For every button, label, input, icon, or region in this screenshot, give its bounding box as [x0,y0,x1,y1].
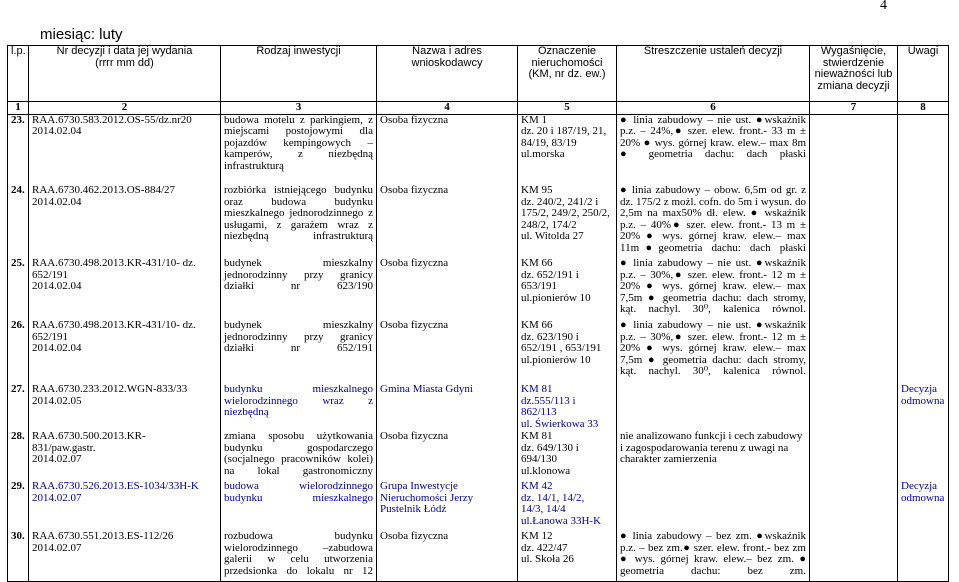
decision-summary: ● linia zabudowy – nie ust. ●wskaźnik p.z. – 30%,● szer. elew. front.- 12 m ± 20% ● wys. górnej kraw. elew.– max 7,5m ● geometria dachu: dach stromy, kąt. nachyl. 30⁰, kalenica równol. [617,258,810,320]
notes: Decyzja odmowna [898,481,949,531]
decision-summary: ● linia zabudowy – obow. 6,5m od gr. z dz. 175/2 z możl. cofn. do 5m i wysun. do 2,5m na max50% dł. elew. ● wskaźnik p.z. – 40%● szer. elew. front.- 13 m ± 20% ● wys. górnej kraw. elew.– max 11m●geometria dachu: dach płaski [617,185,810,258]
property-designation: KM 66 dz. 652/191 i 653/191 ul.pionierów 10 [518,258,617,320]
applicant: Osoba fizyczna [377,431,518,481]
notes: Decyzja odmowna [898,384,949,431]
decision-summary [617,384,810,431]
header-property: Oznaczenie nieruchomości (KM, nr dz. ew.) [518,46,617,102]
expiry-change [810,114,898,185]
column-number: 3 [221,102,377,115]
property-designation: KM 42 dz. 14/1, 14/2, 14/3, 14/4 ul.Łanowa 33H-K [518,481,617,531]
decision-summary: ● linia zabudowy – bez zm. ●wskaźnik p.z. – bez zm.● szer. elew. front.- bez zm ● wys. górnej kraw. elew.– bez zm. ● geometria dachu: bez zm. [617,531,810,581]
header-row [8,46,949,102]
expiry-change [810,185,898,258]
investment-type: budowa wielorodzinnego budynku mieszkalnego [221,481,377,531]
column-number: 1 [8,102,29,115]
expiry-change [810,384,898,431]
property-designation: KM 81 dz.555/113 i 862/113 ul. Świerkowa 33 [518,384,617,431]
expiry-change [810,481,898,531]
decision-summary [617,481,810,531]
investment-type: zmiana sposobu użytkowania budynku gospodarczego (socjalnego pracowników kolei) na lokal gastronomiczny [221,431,377,481]
month-label: miesiąc: luty [40,26,123,43]
investment-type: budynku mieszkalnego wielorodzinnego wraz z niezbędną [221,384,377,431]
table-row [8,258,949,320]
notes [898,320,949,384]
decisions-table [7,45,949,582]
applicant: Osoba fizyczna [377,258,518,320]
investment-type: budynek mieszkalny jednorodzinny przy granicy działki nr 623/190 [221,258,377,320]
column-number: 4 [377,102,518,115]
applicant: Osoba fizyczna [377,531,518,581]
decision-number: RAA.6730.498.2013.KR-431/10- dz. 652/191 2014.02.04 [29,320,221,384]
column-number: 8 [898,102,949,115]
applicant: Grupa Inwestycje Nieruchomości Jerzy Pustelnik Łódź [377,481,518,531]
table-row [8,531,949,581]
notes [898,531,949,581]
row-lp: 27. [8,384,29,431]
table-row [8,384,949,431]
column-number: 2 [29,102,221,115]
header-decision-number: Nr decyzji i data jej wydania (rrrr mm dd) [29,46,221,102]
table-row [8,114,949,185]
decision-number: RAA.6730.233.2012.WGN-833/33 2014.02.05 [29,384,221,431]
property-designation: KM 81 dz. 649/130 i 694/130 ul.klonowa [518,431,617,481]
expiry-change [810,431,898,481]
row-lp: 29. [8,481,29,531]
property-designation: KM 12 dz. 422/47 ul. Skoła 26 [518,531,617,581]
decision-number: RAA.6730.500.2013.KR- 831/paw.gastr. 2014.02.07 [29,431,221,481]
header-summary: Streszczenie ustaleń decyzji [617,46,810,102]
property-designation: KM 66 dz. 623/190 i 652/191 , 653/191 ul.pionierów 10 [518,320,617,384]
investment-type: budynek mieszkalny jednorodzinny przy granicy działki nr 652/191 [221,320,377,384]
row-lp: 24. [8,185,29,258]
applicant: Osoba fizyczna [377,114,518,185]
notes [898,185,949,258]
decision-number: RAA.6730.498.2013.KR-431/10- dz. 652/191 2014.02.04 [29,258,221,320]
page-number: 4 [880,0,887,13]
header-lp: l.p. [8,46,29,102]
row-lp: 26. [8,320,29,384]
expiry-change [810,531,898,581]
decision-summary: ● linia zabudowy – nie ust. ●wskaźnik p.z. – 30%,● szer. elew. front.- 12 m ± 20% ● wys. górnej kraw. elew.– max 7,5m ● geometria dachu: dach stromy, kąt. nachyl. 30⁰, kalenica równol. [617,320,810,384]
notes [898,258,949,320]
decision-summary: nie analizowano funkcji i cech zabudowy i zagospodarowania terenu z uwagi na charakter zamierzenia [617,431,810,481]
decision-number: RAA.6730.462.2013.OS-884/27 2014.02.04 [29,185,221,258]
table-row [8,185,949,258]
notes [898,114,949,185]
row-lp: 23. [8,114,29,185]
decision-summary: ● linia zabudowy – nie ust. ●wskaźnik p.z. – 24%,● szer. elew. front.- 33 m ± 20% ● wys. górnej kraw. elew.– max 8m ● geometria dachu: dach płaski [617,114,810,185]
property-designation: KM 1 dz. 20 i 187/19, 21, 84/19, 83/19 ul.morska [518,114,617,185]
row-lp: 25. [8,258,29,320]
applicant: Gmina Miasta Gdyni [377,384,518,431]
header-expiry: Wygaśnięcie, stwierdzenie nieważności lub zmiana decyzji [810,46,898,102]
decision-number: RAA.6730.583.2012.OS-55/dz.nr20 2014.02.04 [29,114,221,185]
column-number: 7 [810,102,898,115]
table-row [8,320,949,384]
applicant: Osoba fizyczna [377,320,518,384]
table-row [8,481,949,531]
decision-number: RAA.6730.526.2013.ES-1034/33H-K 2014.02.07 [29,481,221,531]
row-lp: 28. [8,431,29,481]
investment-type: budowa motelu z parkingiem, z miejscami postojowymi dla pojazdów kempingowych – kamperów, z niezbędną infrastrukturą [221,114,377,185]
column-number: 6 [617,102,810,115]
header-notes: Uwagi [898,46,949,102]
header-applicant: Nazwa i adres wnioskodawcy [377,46,518,102]
header-investment-type: Rodzaj inwestycji [221,46,377,102]
property-designation: KM 95 dz. 240/2, 241/2 i 175/2, 249/2, 250/2, 248/2, 174/2 ul. Witolda 27 [518,185,617,258]
investment-type: rozbudowa budynku wielorodzinnego –zabudowa galerii w celu utworzenia przedsionka do lokalu nr 12 [221,531,377,581]
column-number: 5 [518,102,617,115]
notes [898,431,949,481]
table-row [8,431,949,481]
row-lp: 30. [8,531,29,581]
expiry-change [810,320,898,384]
investment-type: rozbiórka istniejącego budynku oraz budowa budynku mieszkalnego jednorodzinnego z usługami, z garażem wraz z niezbędną infrastrukturą [221,185,377,258]
expiry-change [810,258,898,320]
applicant: Osoba fizyczna [377,185,518,258]
column-numbers-row [8,102,949,115]
decision-number: RAA.6730.551.2013.ES-112/26 2014.02.07 [29,531,221,581]
